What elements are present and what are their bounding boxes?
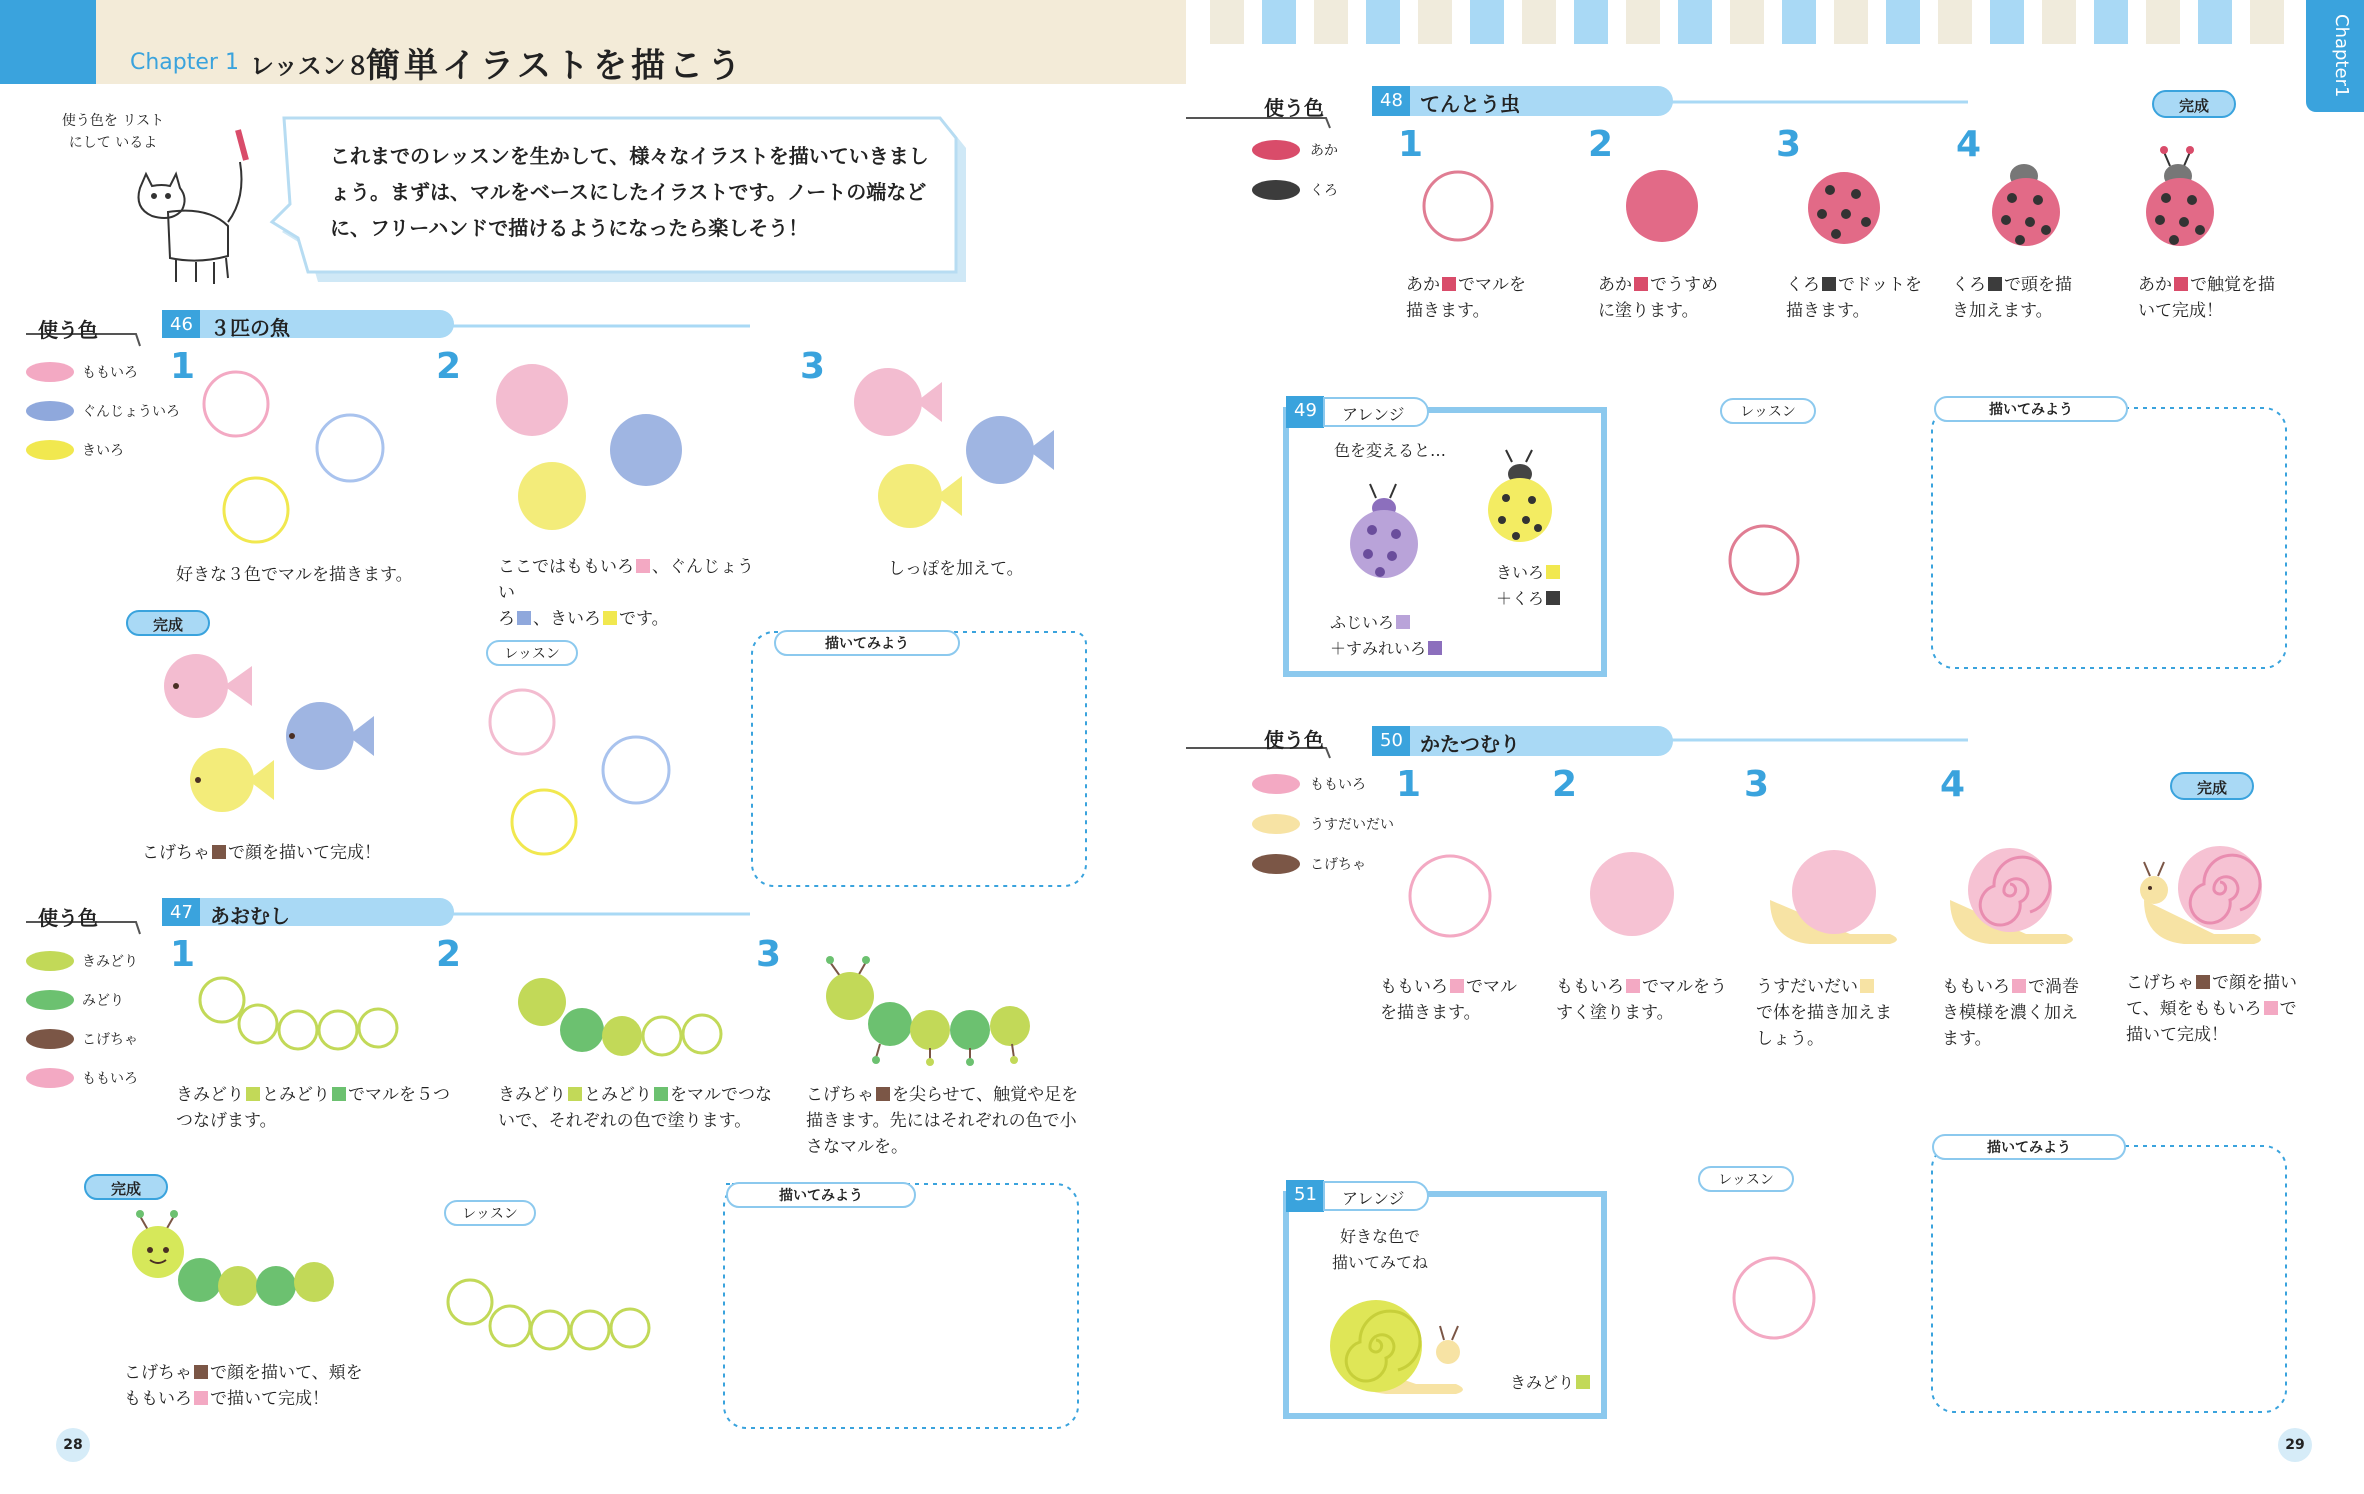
caterpillar-complete	[132, 1210, 334, 1306]
color-name: きいろ	[82, 443, 124, 459]
step-number: 1	[170, 934, 196, 975]
section-46-frame	[26, 310, 750, 346]
snail-step2	[1590, 852, 1674, 936]
complete-badge: 完成	[2170, 772, 2254, 800]
intro-text: これまでのレッスンを生かして、様々なイラストを描いていきましょう。まずは、マルをベースにしたイラストです。ノートの端などに、フリーハンドで描けるようになったら楽しそう！	[330, 144, 929, 240]
step-caption: ももいろ で渦巻 き模様を濃く加え ます。	[1942, 977, 2079, 1049]
section-number: 46	[170, 314, 193, 335]
color-name: うすだいだい	[1310, 817, 1394, 833]
swatch-brown-2	[1252, 854, 1300, 874]
step-number: 3	[756, 934, 782, 975]
color-name: くろ	[1310, 183, 1338, 199]
used-colors-label: 使う色	[1264, 728, 1324, 752]
step-caption: くろ でドットを 描きます。	[1786, 275, 1922, 321]
step-number: 3	[800, 346, 826, 387]
swatch-red	[1252, 140, 1300, 160]
step-caption: くろ で頭を描 き加えます。	[1952, 275, 2072, 321]
snail-lesson-circle	[1734, 1258, 1814, 1338]
arrange-label: アレンジ	[1342, 1189, 1405, 1208]
arrange-color-b: きいろ ＋くろ	[1496, 560, 1562, 612]
lesson-badge: レッスン	[486, 640, 578, 666]
used-colors-label: 使う色	[38, 906, 98, 930]
arrange-color: きみどり	[1510, 1370, 1592, 1393]
step-number: 3	[1744, 764, 1770, 805]
swatch-peach	[1252, 814, 1300, 834]
fish-complete	[164, 654, 374, 812]
step-caption: あか でうすめ に塗ります。	[1598, 275, 1718, 321]
step-caption: あか でマルを 描きます。	[1406, 275, 1526, 321]
swatch-lime	[26, 951, 74, 971]
ladybug-lesson-circle	[1730, 526, 1798, 594]
ladybug-step4	[1992, 164, 2060, 246]
color-name: きみどり	[82, 954, 138, 970]
swatch-pink-3	[1252, 774, 1300, 794]
ladybug-step1	[1424, 172, 1492, 240]
snail-step4	[1950, 848, 2073, 944]
step-caption: ももいろ でマルをう すく塗ります。	[1556, 977, 1727, 1023]
snail-complete	[2140, 846, 2262, 944]
section-number: 47	[170, 902, 193, 923]
step-caption: ももいろ でマル を描きます。	[1380, 977, 1517, 1023]
color-name: みどり	[82, 993, 124, 1009]
complete-caption: こげちゃ で顔を描い て、頬をももいろ で 描いて完成！	[2126, 973, 2297, 1045]
swatch-yellow	[26, 440, 74, 460]
step-caption: ここではももいろ 、ぐんじょうい ろ 、きいろ です。	[498, 557, 754, 629]
color-name: こげちゃ	[82, 1032, 138, 1048]
step-number: 2	[1588, 124, 1614, 165]
color-name: ももいろ	[82, 1071, 138, 1087]
ladybug-complete	[2146, 146, 2214, 246]
color-name: あか	[1310, 143, 1338, 159]
complete-badge: 完成	[84, 1174, 168, 1200]
page-number-right: 29	[2278, 1428, 2312, 1462]
page-title: 簡単イラストを描こう	[366, 46, 745, 86]
step-caption: しっぽを加えて。	[888, 559, 1024, 579]
step-number: 2	[436, 934, 462, 975]
try-draw-label: 描いてみよう	[1932, 1134, 2126, 1160]
arrange-sub: 好きな色で	[1340, 1227, 1421, 1246]
chapter-tab-label: Chapter1	[2331, 14, 2352, 98]
step-number: 2	[436, 346, 462, 387]
caterpillar-lesson	[448, 1280, 649, 1349]
used-colors-label: 使う色	[1264, 96, 1324, 120]
complete-caption: こげちゃ で顔を描いて、頬を ももいろ で描いて完成！	[124, 1363, 363, 1409]
arrange-sub: 描いてみてね	[1332, 1253, 1429, 1272]
step-caption: 好きな３色でマルを描きます。	[176, 565, 413, 585]
complete-badge: 完成	[2152, 90, 2236, 118]
header-stripes	[1210, 0, 2284, 44]
arrange-label: アレンジ	[1342, 405, 1405, 424]
step-number: 3	[1776, 124, 1802, 165]
section-47-frame	[26, 898, 750, 934]
ladybug-step3	[1808, 172, 1880, 244]
step-number: 1	[170, 346, 196, 387]
step-caption: うすだいだい で体を描き加えま しょう。	[1756, 977, 1892, 1049]
complete-caption: あか で触覚を描 いて完成！	[2138, 275, 2275, 321]
step-caption: こげちゃ を尖らせて、触覚や足を 描きます。先にはそれぞれの色で小 さなマルを。	[806, 1085, 1079, 1157]
swatch-blue	[26, 401, 74, 421]
fish-draw-box	[752, 632, 1086, 886]
lesson-badge: レッスン	[444, 1200, 536, 1226]
fish-step3-tails	[854, 368, 1054, 528]
step-number: 1	[1396, 764, 1422, 805]
section-title: あおむし	[210, 904, 290, 928]
complete-caption: こげちゃ で顔を描いて完成！	[142, 843, 381, 863]
color-name: ぐんじょういろ	[82, 404, 180, 420]
lesson-badge: レッスン	[1720, 398, 1816, 424]
color-name: ももいろ	[82, 365, 138, 381]
ladybug-draw-box	[1932, 408, 2286, 668]
fish-step2-filled	[496, 364, 682, 530]
chapter-label: Chapter 1	[130, 50, 239, 75]
section-number: 49	[1294, 400, 1317, 421]
section-title: てんとう虫	[1420, 92, 1520, 116]
side-note: 使う色を リストにして いるよ	[61, 113, 165, 151]
try-draw-label: 描いてみよう	[774, 630, 960, 656]
swatch-pink	[26, 362, 74, 382]
color-name: こげちゃ	[1310, 857, 1366, 873]
caterpillar-step2	[518, 978, 721, 1056]
swatch-brown	[26, 1029, 74, 1049]
step-number: 2	[1552, 764, 1578, 805]
section-number: 48	[1380, 90, 1403, 111]
fish-lesson-circles	[490, 690, 669, 854]
caterpillar-step3	[826, 956, 1030, 1066]
snail-step1	[1410, 856, 1490, 936]
step-caption: きみどり とみどり でマルを５つ つなげます。	[176, 1085, 450, 1131]
used-colors-label: 使う色	[38, 318, 98, 342]
swatch-green	[26, 990, 74, 1010]
step-number: 1	[1398, 124, 1424, 165]
snail-draw-box	[1932, 1146, 2286, 1412]
step-number: 4	[1940, 764, 1966, 805]
page-number-left: 28	[56, 1428, 90, 1462]
try-draw-label: 描いてみよう	[1934, 396, 2128, 422]
step-number: 4	[1956, 124, 1982, 165]
snail-step3	[1770, 850, 1897, 944]
lesson-badge: レッスン	[1698, 1166, 1794, 1192]
section-number: 51	[1294, 1184, 1317, 1205]
caterpillar-step1	[200, 978, 397, 1049]
swatch-black	[1252, 180, 1300, 200]
caterpillar-draw-box	[724, 1184, 1078, 1428]
section-number: 50	[1380, 730, 1403, 751]
fish-step1-circles	[204, 372, 383, 542]
try-draw-label: 描いてみよう	[726, 1182, 916, 1208]
section-title: ３匹の魚	[210, 316, 290, 340]
section-title: かたつむり	[1420, 732, 1520, 756]
arrange-sub: 色を変えると…	[1334, 441, 1447, 460]
header-corner	[0, 0, 96, 84]
color-name: ももいろ	[1310, 777, 1366, 793]
step-caption: きみどり とみどり をマルでつな いで、それぞれの色で塗ります。	[498, 1085, 772, 1131]
arrange-color-a: ふじいろ ＋すみれいろ	[1330, 610, 1444, 662]
ladybug-step2	[1626, 170, 1698, 242]
swatch-pink-2	[26, 1068, 74, 1088]
complete-badge: 完成	[126, 610, 210, 636]
lesson-number: レッスン８	[250, 52, 370, 80]
